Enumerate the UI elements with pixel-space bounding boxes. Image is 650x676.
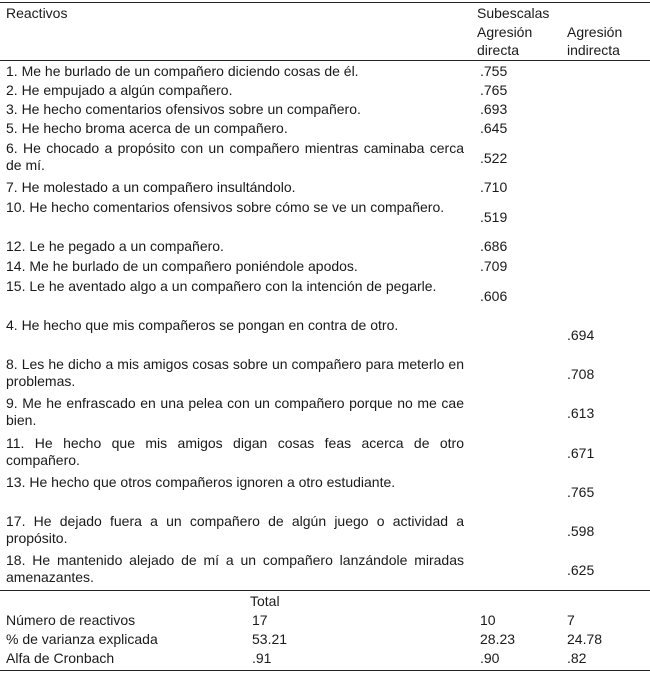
loading-directa: .755 (480, 63, 508, 79)
item-text: 5. He hecho broma acerca de un compañero. (6, 120, 288, 136)
top-rule (0, 2, 650, 3)
header-reactivos: Reactivos (6, 5, 68, 21)
item-text: 10. He hecho comentarios ofensivos sobre cómo se ve un compañero. (6, 199, 445, 215)
header-directa-line1: Agresión (477, 24, 533, 40)
item-text: 2. He empujado a algún compañero. (6, 82, 233, 98)
item-text: 17. He dejado fuera a un compañero de algún juego o actividad a propósito. (6, 513, 464, 546)
loading-directa: .765 (480, 82, 508, 98)
summary-total-header: Total (250, 593, 280, 609)
item-text: 11. He hecho que mis amigos digan cosas feas acerca de otro compañero. (6, 435, 464, 468)
loading-directa: .693 (480, 101, 508, 117)
summary-total: .91 (252, 650, 272, 666)
item-text: 13. He hecho que otros compañeros ignoren a otro estudiante. (6, 474, 396, 490)
item-text: 9. Me he enfrascado en una pelea con un compañero porque no me cae bien. (6, 395, 464, 428)
item-text: 18. He mantenido alejado de mí a un compañero lanzándole miradas amenazantes. (6, 552, 464, 585)
loading-directa: .606 (480, 288, 508, 304)
bottom-rule (0, 670, 650, 671)
summary-directa: .90 (480, 650, 500, 666)
items-rule (0, 590, 650, 591)
summary-total: 53.21 (252, 631, 288, 647)
loading-indirecta: .671 (567, 445, 595, 461)
loading-indirecta: .765 (567, 484, 595, 500)
header-indirecta-line1: Agresión (567, 24, 623, 40)
summary-indirecta: 24.78 (567, 631, 603, 647)
loading-indirecta: .613 (567, 405, 595, 421)
loading-directa: .522 (480, 150, 508, 166)
summary-directa: 10 (480, 612, 496, 628)
loading-directa: .709 (480, 258, 508, 274)
item-text: 7. He molestado a un compañero insultándolo. (6, 179, 296, 195)
summary-indirecta: .82 (567, 650, 587, 666)
item-text: 3. He hecho comentarios ofensivos sobre un compañero. (6, 101, 361, 117)
header-subescalas: Subescalas (477, 5, 550, 21)
loading-directa: .710 (480, 179, 508, 195)
item-text: 12. Le he pegado a un compañero. (6, 238, 224, 254)
item-text: 15. Le he aventado algo a un compañero con la intención de pegarle. (6, 278, 437, 294)
header-indirecta-line2: indirecta (567, 42, 620, 58)
summary-label: Alfa de Cronbach (6, 650, 115, 666)
summary-total: 17 (252, 612, 268, 628)
item-text: 1. Me he burlado de un compañero diciendo cosas de él. (6, 63, 359, 79)
loading-indirecta: .625 (567, 562, 595, 578)
summary-indirecta: 7 (567, 612, 575, 628)
loading-directa: .519 (480, 209, 508, 225)
summary-label: % de varianza explicada (6, 631, 158, 647)
loading-directa: .686 (480, 238, 508, 254)
loading-indirecta: .708 (567, 366, 595, 382)
item-text: 4. He hecho que mis compañeros se pongan en contra de otro. (6, 317, 399, 333)
item-text: 14. Me he burlado de un compañero poniéndole apodos. (6, 258, 358, 274)
loading-indirecta: .598 (567, 523, 595, 539)
summary-directa: 28.23 (480, 631, 516, 647)
loading-indirecta: .694 (567, 327, 595, 343)
item-text: 6. He chocado a propósito con un compañero mientras caminaba cerca de mí. (6, 140, 464, 173)
summary-label: Número de reactivos (6, 612, 136, 628)
item-text: 8. Les he dicho a mis amigos cosas sobre un compañero para meterlo en problemas. (6, 356, 464, 389)
loading-directa: .645 (480, 120, 508, 136)
header-directa-line2: directa (477, 42, 520, 58)
header-rule (0, 60, 650, 61)
